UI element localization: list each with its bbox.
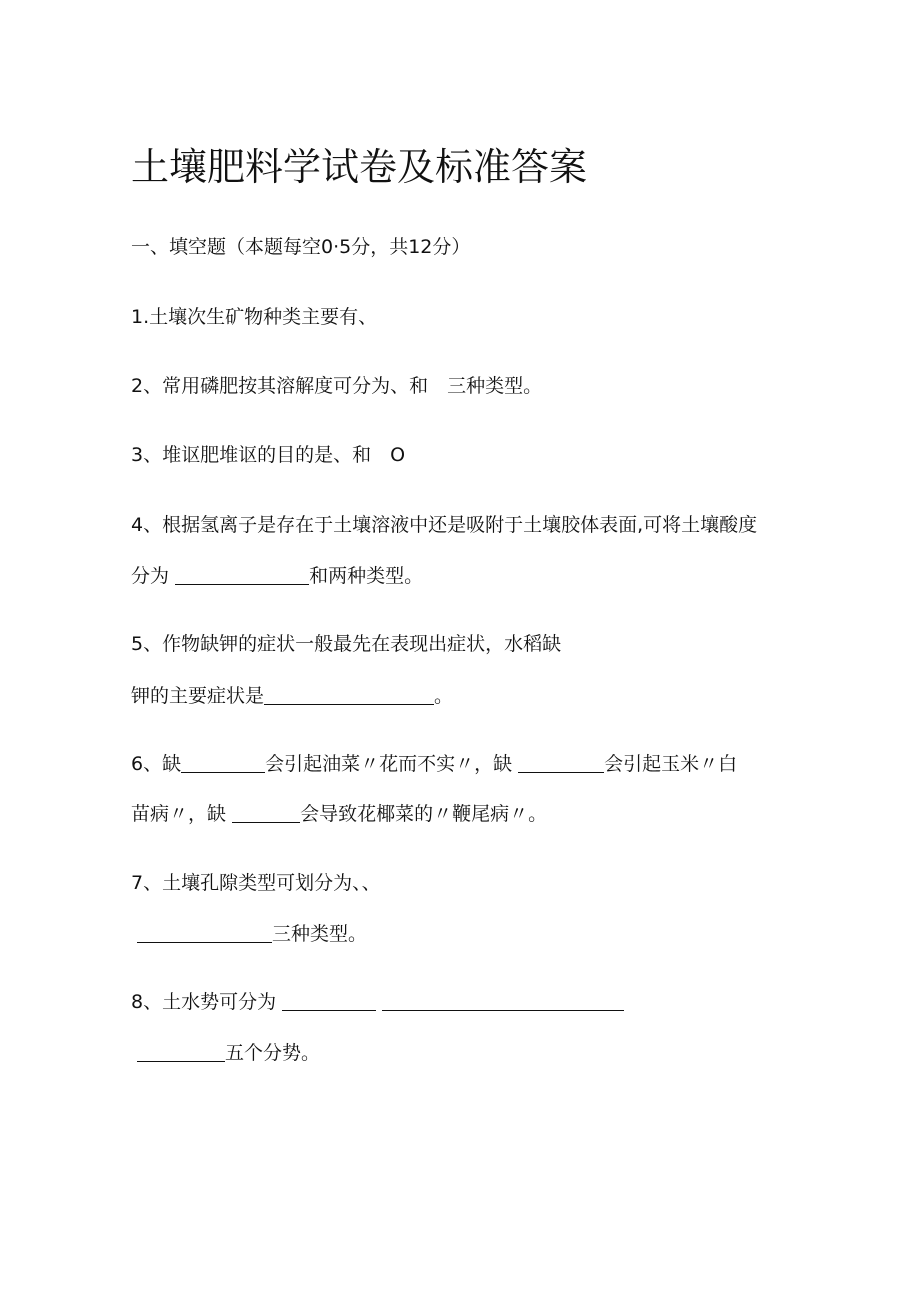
question-6-part-2: 会引起油菜〃花而不实〃，缺 (265, 753, 513, 775)
answer-blank[interactable] (282, 990, 376, 1011)
answer-blank[interactable] (264, 684, 434, 705)
question-6-part-4: 苗病〃，缺 (131, 803, 227, 825)
question-6-part-1: 6、缺 (131, 753, 182, 775)
question-6-line-2 (131, 802, 547, 826)
answer-blank[interactable] (382, 990, 624, 1011)
answer-blank[interactable] (137, 922, 272, 943)
question-5-line-2 (131, 684, 453, 708)
question-6-part-5: 会导致花椰菜的〃鞭尾病〃。 (300, 803, 548, 825)
answer-blank[interactable] (518, 752, 604, 773)
question-4-line-1: 4、根据氢离子是存在于土壤溶液中还是吸附于土壤胶体表面,可将土壤酸度 (131, 514, 758, 536)
question-5-suffix: 。 (434, 685, 454, 707)
question-6-part-3: 会引起玉米〃白 (604, 753, 738, 775)
question-7-line-1: 7、土壤孔隙类型可划分为、、 (131, 872, 381, 894)
question-8-line-1 (131, 990, 624, 1014)
question-8-line-2 (137, 1041, 320, 1065)
question-4-prefix: 分为 (131, 565, 170, 587)
question-5-line-1: 5、作物缺钾的症状一般最先在表现出症状，水稻缺 (131, 633, 562, 655)
question-4-suffix: 和两种类型。 (309, 565, 424, 587)
question-1: 1.土壤次生矿物种类主要有、 (131, 306, 378, 328)
section-heading: 一、填空题（本题每空0·5分，共12分） (131, 236, 471, 258)
answer-blank[interactable] (137, 1041, 225, 1062)
question-2: 2、常用磷肥按其溶解度可分为、和 三种类型。 (131, 375, 543, 397)
page-title: 土壤肥料学试卷及标准答案 (131, 145, 588, 189)
answer-blank[interactable] (232, 802, 300, 823)
question-3: 3、堆讴肥堆讴的目的是、和 O (131, 444, 406, 466)
question-8-prefix: 8、土水势可分为 (131, 991, 277, 1013)
question-7-suffix: 三种类型。 (272, 923, 368, 945)
question-7-line-2 (137, 922, 367, 946)
question-6-line-1 (131, 752, 737, 776)
question-4-line-2 (131, 564, 423, 588)
question-5-prefix: 钾的主要症状是 (131, 685, 265, 707)
answer-blank[interactable] (181, 752, 265, 773)
answer-blank[interactable] (175, 564, 309, 585)
question-8-suffix: 五个分势。 (225, 1042, 321, 1064)
